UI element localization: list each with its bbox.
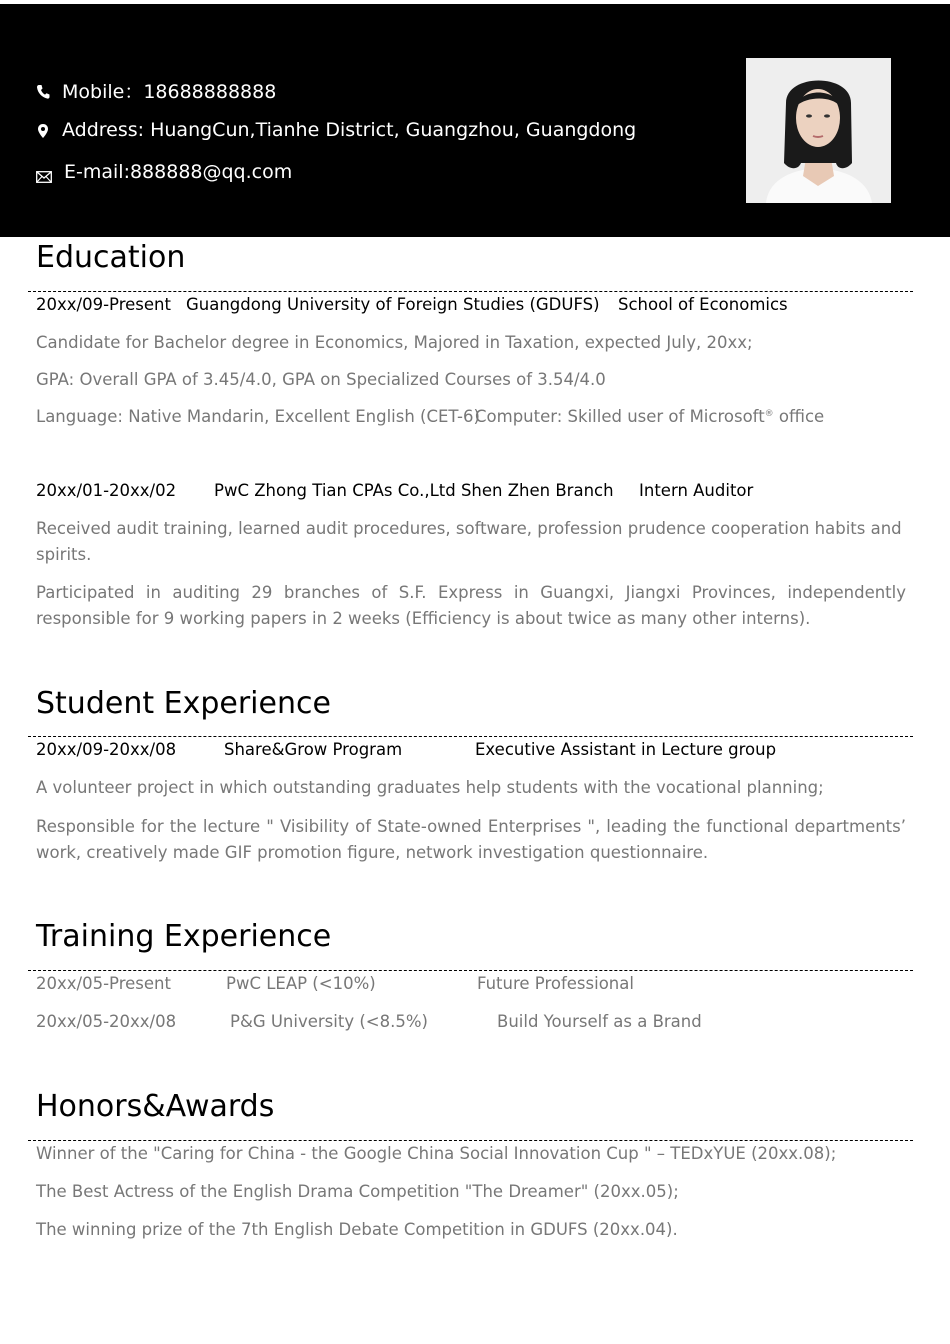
contact-address [36,119,636,141]
profile-photo [746,58,891,203]
education-department: School of Economics [618,295,788,314]
contact-email [36,161,292,183]
training-program: PwC LEAP (<10%) [226,974,376,993]
training-program: P&G University (<8.5%) [230,1012,428,1031]
honor-item: The Best Actress of the English Drama Competition "The Dreamer" (20xx.05); [36,1182,679,1201]
student-role: Executive Assistant in Lecture group [475,740,777,759]
training-experience-title: Training Experience [36,919,332,954]
honors-awards-divider [28,1140,913,1141]
training-row [36,974,906,996]
computer-skill-suffix: office [773,407,825,426]
internship-role: Intern Auditor [639,481,754,500]
education-entry-header [36,295,906,317]
education-school: Guangdong University of Foreign Studies (GDUFS) [186,295,600,314]
education-skills [36,407,906,429]
computer-skill [475,407,824,426]
honor-item: The winning prize of the 7th English Debate Competition in GDUFS (20xx.04). [36,1220,678,1239]
training-date: 20xx/05-20xx/08 [36,1012,177,1031]
computer-skill-text: Computer: Skilled user of Microsoft [475,407,765,426]
envelope-icon [36,166,50,182]
email-text: E-mail:888888@qq.com [64,161,293,183]
student-detail-2: Responsible for the lecture " Visibility of State-owned Enterprises ", leading the functional departments’ work, creatively made GIF promotion figure, network investigation questionnaire. [36,817,906,862]
language-skill: Language: Native Mandarin, Excellent English (CET-6) [36,407,480,426]
education-degree: Candidate for Bachelor degree in Economics, Majored in Taxation, expected July, 20xx; [36,333,753,352]
training-row [36,1012,906,1034]
registered-mark: ® [764,409,774,419]
location-pin-icon [36,122,50,138]
honor-item: Winner of the "Caring for China - the Google China Social Innovation Cup " – TEDxYUE (20xx.08); [36,1144,837,1163]
phone-icon [36,83,50,99]
student-entry-header [36,740,906,762]
education-divider [28,291,913,292]
student-experience-divider [28,736,913,737]
training-role: Future Professional [477,974,634,993]
training-date: 20xx/05-Present [36,974,171,993]
address-text: Address: HuangCun,Tianhe District, Guangzhou, Guangdong [62,119,637,141]
internship-date: 20xx/01-20xx/02 [36,481,177,500]
education-gpa: GPA: Overall GPA of 3.45/4.0, GPA on Specialized Courses of 3.54/4.0 [36,370,606,389]
student-program: Share&Grow Program [224,740,403,759]
student-experience-title: Student Experience [36,686,331,721]
internship-detail-2: Participated in auditing 29 branches of S.F. Express in Guangxi, Jiangxi Provinces, independently responsible for 9 working papers in 2 weeks (Efficiency is about twice as many other interns). [36,583,906,628]
training-role: Build Yourself as a Brand [497,1012,702,1031]
student-date: 20xx/09-20xx/08 [36,740,177,759]
internship-company: PwC Zhong Tian CPAs Co.,Ltd Shen Zhen Branch [214,481,614,500]
education-title: Education [36,240,186,275]
internship-detail-1: Received audit training, learned audit procedures, software, profession prudence cooperation habits and spirits. [36,519,902,564]
honors-awards-title: Honors&Awards [36,1089,275,1124]
training-experience-divider [28,970,913,971]
mobile-text: Mobile：18688888888 [62,81,277,103]
internship-entry-header [36,481,906,503]
student-detail-1: A volunteer project in which outstanding graduates help students with the vocational planning; [36,778,824,797]
contact-mobile [36,77,276,104]
education-date: 20xx/09-Present [36,295,171,314]
